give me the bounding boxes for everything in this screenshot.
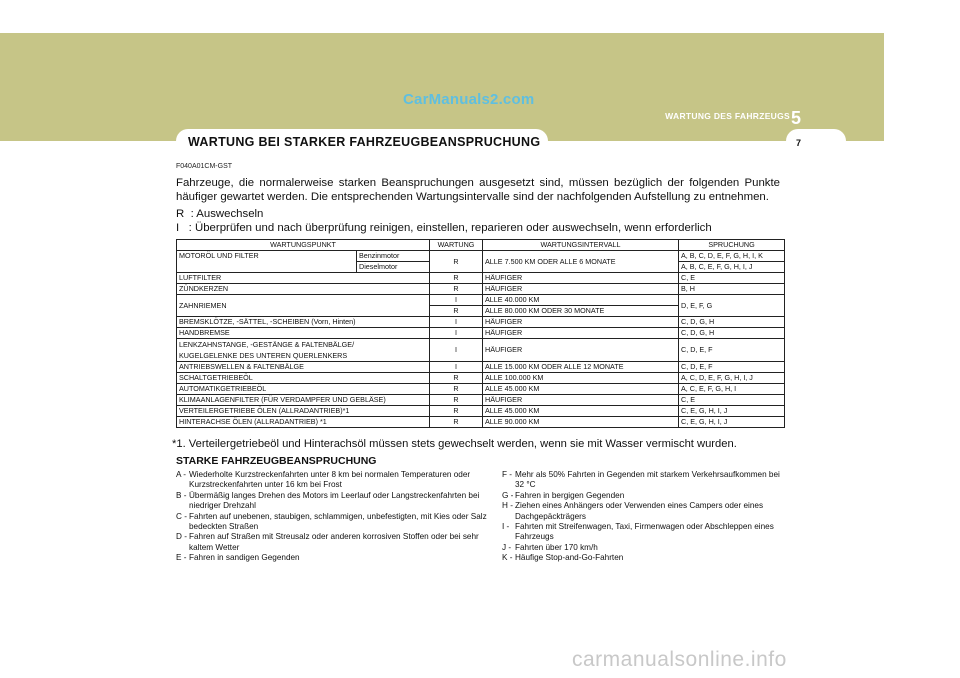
list-item: G - Fahren in bergigen Gegenden [502, 490, 625, 500]
list-item: A - Wiederholte Kurzstreckenfahrten unter 8 km bei normalen Temperaturen oder Kurzstreckenfahrten unter 16 km bei Frost [176, 470, 471, 490]
list-item: C - Fahrten auf unebenen, staubigen, schlammigen, unbefestigten, mit Kies oder Salz bedeckten Straßen [176, 511, 487, 532]
conditions-title: STARKE FAHRZEUGBEANSPRUCHUNG [176, 455, 377, 467]
table-row: KLIMAANLAGENFILTER (FÜR VERDAMPFER UND GEBLÄSE) R HÄUFIGER C, E [177, 395, 785, 406]
table-row: VERTEILERGETRIEBE ÖLEN (ALLRADANTRIEB)*1 R ALLE 45.000 KM C, E, G, H, I, J [177, 406, 785, 417]
maintenance-table [176, 239, 785, 428]
chapter-title: WARTUNG DES FAHRZEUGS [665, 111, 790, 121]
table-row: MOTORÖL UND FILTER Benzinmotor R ALLE 7.500 KM ODER ALLE 6 MONATE A, B, C, D, E, F, G, H, I, K [177, 251, 785, 262]
header-item: WARTUNGSPUNKT [177, 240, 430, 251]
list-item: H - Ziehen eines Anhängers oder Verwenden eines Campers oder eines Dachgepäckträgers [502, 501, 764, 521]
list-item: E - Fahren in sandigen Gegenden [176, 553, 300, 563]
table-row: ZÜNDKERZEN R HÄUFIGER B, H [177, 284, 785, 295]
list-item: K - Häufige Stop-and-Go-Fahrten [502, 553, 624, 563]
table-row: AUTOMATIKGETRIEBEÖL R ALLE 45.000 KM A, C, E, F, G, H, I [177, 384, 785, 395]
footer-watermark-link[interactable]: carmanualsonline.info [572, 648, 787, 671]
conditions-list-left [176, 470, 488, 564]
table-header-row [177, 240, 785, 251]
document-code: F040A01CM-GST [176, 163, 233, 170]
table-row: R ALLE 80.000 KM ODER 30 MONATE [177, 306, 785, 317]
conditions-list-right [502, 470, 784, 564]
table-row: HINTERACHSE ÖLEN (ALLRADANTRIEB) *1 R ALLE 90.000 KM C, E, G, H, I, J [177, 417, 785, 428]
table-row: HANDBREMSE I HÄUFIGER C, D, G, H [177, 328, 785, 339]
table-row: LENKZAHNSTANGE, -GESTÄNGE & FALTENBÄLGE/ KUGELGELENKE DES UNTEREN QUERLENKERS I HÄUFIGER C, D, E, F [177, 339, 785, 362]
legend-replace: R : Auswechseln [176, 208, 264, 220]
intro-paragraph: Fahrzeuge, die normalerweise starken Beanspruchungen ausgesetzt sind, müssen bezüglich der folgenden Punkte häufiger gewartet werden. Die entsprechenden Wartungsintervalle sind der nachfolgenden Aufstellung zu entnehmen. [176, 177, 780, 203]
table-row: ZAHNRIEMEN I ALLE 40.000 KM D, E, F, G [177, 295, 785, 306]
header-action: WARTUNG [430, 240, 483, 251]
footnote: *1. Verteilergetriebeöl und Hinterachsöl müssen stets gewechselt werden, wenn sie mit Wasser vermischt wurden. [172, 438, 737, 450]
list-item: D - Fahren auf Straßen mit Streusalz oder anderen korrosiven Stoffen oder bei sehr kaltem Wetter [176, 532, 479, 552]
table-row: BREMSKLÖTZE, -SÄTTEL, -SCHEIBEN (Vorn, Hinten) I HÄUFIGER C, D, G, H [177, 317, 785, 328]
watermark-link[interactable]: CarManuals2.com [403, 91, 535, 108]
header-band [0, 33, 884, 141]
header-conditions: SPRUCHUNG [679, 240, 785, 251]
list-item: I - Fahrten mit Streifenwagen, Taxi, Firmenwagen oder Abschleppen eines Fahrzeugs [502, 522, 774, 542]
list-item: J - Fahrten über 170 km/h [502, 542, 598, 552]
header-band-gap [884, 33, 960, 141]
page-number-pill [786, 129, 846, 153]
list-item: F - Mehr als 50% Fahrten in Gegenden mit starkem Verkehrsaufkommen bei 32 °C [502, 470, 780, 490]
section-title: WARTUNG BEI STARKER FAHRZEUGBEANSPRUCHUNG [188, 135, 541, 149]
list-item: B - Übermäßig langes Drehen des Motors im Leerlauf oder Langstreckenfahrten bei niedriger Drehzahl [176, 490, 480, 511]
chapter-number: 5 [791, 108, 802, 128]
header-interval: WARTUNGSINTERVALL [483, 240, 679, 251]
table-row: ANTRIEBSWELLEN & FALTENBÄLGE I ALLE 15.000 KM ODER ALLE 12 MONATE C, D, E, F [177, 362, 785, 373]
table-row: LUFTFILTER R HÄUFIGER C, E [177, 273, 785, 284]
page-number: 7 [796, 138, 802, 148]
table-row: Dieselmotor A, B, C, E, F, G, H, I, J [177, 262, 785, 273]
legend-inspect: I : Überprüfen und nach überprüfung reinigen, einstellen, reparieren oder auswechseln, wenn erforderlich [176, 222, 712, 234]
table-row: SCHALTGETRIEBEÖL R ALLE 100.000 KM A, C, D, E, F, G, H, I, J [177, 373, 785, 384]
